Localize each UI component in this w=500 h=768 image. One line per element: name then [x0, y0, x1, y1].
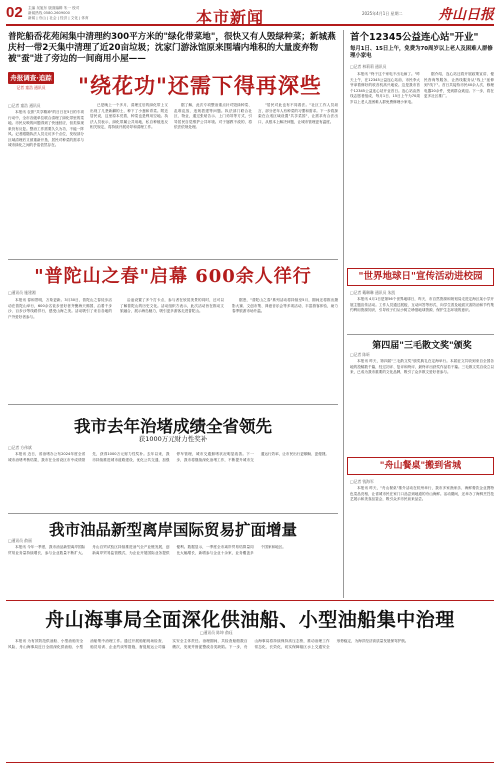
page-number: 02 [6, 4, 23, 21]
right4-paragraph: 本报讯 昨天，"舟山餐桌"推介活动在杭州举行，我市多家渔家乐、海鲜餐饮企业携特色菜品亮相，让省城市民在家门口品尝到地道的舟山海鲜。活动期间，还举办了海鲜烹饪技艺展示和美食品鉴会，吸引众多市民前来品尝。 [350, 486, 494, 501]
right4-headline: "舟山餐桌"搬到省城 [347, 457, 494, 475]
right3-byline: □记者 陈昕 [350, 352, 370, 357]
newspaper-logo: 舟山日报 [438, 7, 494, 23]
divider [6, 600, 494, 601]
article3-subheadline: 获1000万元财力性奖补 [138, 435, 208, 443]
article1-headline: 普陀船岙花苑闲集中清理约300平方米的"绿化带菜地"，很快又有人毁绿种菜；新城燕庆村一带2天集中清理了近20亩垃圾；沈家门游泳馆原来围墙内堆积的大量废弃物被"蚕"进了旁边的一间商用小屋—— [8, 32, 336, 64]
right1-byline: □记者 林莉莉 通讯员 [350, 64, 387, 69]
issue-date: 2025年4月1日 星期二 [362, 11, 403, 16]
right1-paragraph: 本报讯 "终于这个家电不出毛病了。"昨天上午，在12345公益连心站前，市民李大爷拿着修好的收音机高兴地说。这是我市首个12345公益连心站开业首日。连心站由热线志愿者组成，每月1日、15日上午为70周岁以上老人及困难人群免费修理小家电。 [350, 72, 420, 104]
article4-byline: □通讯员 俞丽 [8, 538, 32, 543]
article1-subheadline: "绕花功"还需下得再深些 [78, 73, 322, 98]
masthead-meta [28, 6, 138, 21]
right1-column [350, 72, 420, 262]
article2-paragraph: 沿途设置了多个打卡点，参与者在欣赏美景的同时，还可以了解普陀山的历史文化。活动组织方表示，此次活动旨在推动文旅融合，展示海岛魅力，吸引更多游客走进普陀山。 [120, 298, 224, 313]
article1-paragraph: "居民对此也有不同看法。"社区工作人员坦言，部分老年人有种菜的习惯和需求。下一步将探索在合适区域设置"共享菜园"，让需求有合法出口，从根本上解决问题，让城市管理更有温度。 [258, 103, 338, 124]
article2-column [8, 298, 112, 396]
column-divider [343, 30, 344, 598]
article4-body [8, 545, 338, 597]
article3-headline: 我市去年治堵成绩全省领先 [74, 417, 272, 436]
article4-paragraph: 本报讯 今年一季度，我市油品新型离岸国际贸易业务量持续增长，参与企业数量不断扩大。舟山自贸试验区持续推进油气全产业链发展，创新离岸贸易监管模式，为企业开展国际业务提供便利。数据显示，一季度全市离岸贸易结算量同比大幅增长，新增参与企业十余家，业务覆盖多个国家和地区。 [8, 545, 286, 555]
right1-column [424, 72, 494, 262]
right2-paragraph: 本报讯 4月1日是第56个世界地球日，昨天，市自然资源和规划局走进定海区某小学开展主题宣传活动。工作人员通过展板、互动问答等形式，向学生普及地质灾害防治和节约集约利用资源知识，引导孩子们从小树立珍惜地球资源、保护生态环境的意识。 [350, 297, 494, 312]
section-title: 本市新闻 [196, 8, 265, 27]
article2-column [232, 298, 338, 396]
divider [8, 259, 338, 260]
masthead-meta-line: 新闻热线 0580-2609000 [28, 11, 70, 15]
commentary-banner [8, 70, 338, 98]
article4-headline: 我市油品新型离岸国际贸易扩面增量 [48, 521, 297, 539]
right4-byline: □记者 钱海军 [350, 479, 374, 484]
article5-body [8, 639, 494, 759]
article1-column [258, 103, 338, 258]
footer-line [6, 762, 494, 763]
article1-paragraph: 据了解，此次专项整治重点针对毁绿种菜、乱堆乱放、违规搭建等问题。执法部门联合社区、物业，通过张贴告示、上门劝导等方式，引导居民自觉维护公共环境。对于屡教不改的，将依法依规处理。 [174, 103, 252, 129]
masthead [6, 4, 494, 26]
masthead-meta-line: 新闻 | 舟山 | 社会 | 经济 | 文化 | 体育 [28, 16, 89, 20]
right2-byline: □记者 戴琳琳 通讯员 朱凯 [350, 290, 396, 295]
masthead-meta-line: 主编 吴旭东 版面编辑 朱一 校对 [28, 6, 80, 10]
article2-paragraph: 本报讯 春和景明，万象更新。3月30日，普陀山之春徒步活动在普陀山举行，600余名徒步爱好者齐聚海天佛国，沿着千步沙、百步沙等线路徉行，感受山海之美。活动吸引了来自各地的户外爱好者参与。 [8, 298, 112, 319]
article5-byline: □通讯员 陈坤 俞珏 [200, 630, 233, 635]
commentary-logo: 舟报调查·追踪 [8, 72, 54, 84]
article1-paragraph: 本报讯 农旅"共享精神"的日日在5日的专项行动中，全市各级单位联合清理了绿化带里的菜地。市民反映的问题得到了快速回应，但类似现象仍有反复。整治工作需要久久为功，不能一阵风。记者跟随执法人员走访多个点位，发现部分区域清理后又被重新开垦，居民对种菜的需求与城市绿化之间的矛盾依然存在。 [8, 110, 84, 147]
article1-paragraph: 已是晚上一个多月，清理过后的绿化带上又出现了几垄新翻的土，种下了小葱和青菜。附近居民说，这里原本荒着，种菜也是利用空地。执法人员表示，绿化带属公共用地，私自种植违反相关规定，将持续开展劝导和清理工作。 [90, 103, 168, 129]
article1-column [90, 103, 168, 258]
article1-column [174, 103, 252, 258]
article2-headline: "普陀山之春"启幕 600余人徉行 [34, 266, 312, 287]
divider [8, 513, 338, 514]
right3-headline: 第四届"三毛散文奖"颁奖 [372, 341, 472, 351]
article3-body [8, 452, 338, 510]
right3-paragraph: 本报讯 昨天，第四届"三毛散文奖"颁奖典礼在定海举行。本届征文共收到来自全国各地的投稿数千篇，经过初评、复评和终评，最终评出获奖作品若干篇。三毛散文奖自设立以来，已成为我市重要的文化品牌，吸引了众多散文爱好者参与。 [350, 359, 494, 374]
article5-paragraph: 本报讯 为有效防范供油船、小型油船安全风险，舟山海事局近日全面深化供油船、小型油船集中治理工作。通过开展船舶现场检查、船员培训、企业约谈等措施，督促航运公司落实安全主体责任。治理期间，共检查船舶数百艘次，发现并督促整改各类缺陷。下一步，舟山海事局将持续保持高压态势，推动治理工作常态化、长效化，切实保障辖区水上交通安全形势稳定，为海洋经济高质量发展保驾护航。 [8, 639, 409, 649]
article1-column [8, 110, 84, 258]
article2-column [120, 298, 224, 396]
divider [8, 404, 338, 405]
article3-paragraph: 本报讯 近日，省治堵办公布2024年度全省城市治堵考核结果，我市在全省设区市中成绩领先，获得1000万元财力性奖补。去年以来，我市持续推进城市道路建设，优化公共交通，加强停车管理，城市交通拥堵状况明显改善。下一步，我市将继续深化治堵工作，不断提升城市交通运行效率，让市民出行更顺畅、更便捷。 [8, 452, 330, 462]
divider [347, 334, 494, 335]
article1-byline: □记者 童浩 通讯员 [8, 103, 41, 108]
article2-byline: □通讯员 施建湘 [8, 290, 36, 295]
right2-headline: "世界地球日"宣传活动进校园 [347, 268, 494, 286]
right2-body [350, 297, 494, 333]
right4-body [350, 486, 494, 594]
article3-byline: □记者 方伟斌 [8, 445, 32, 450]
right1-subheadline: 每月1日、15日上午，免费为70周岁以上老人及困难人群修理小家电 [350, 46, 493, 59]
article5-headline: 舟山海事局全面深化供油船、小型油船集中治理 [45, 609, 455, 631]
commentary-byline: 记者 童浩 通讯员 [16, 85, 46, 90]
right1-paragraph: 据介绍，连心站还将开展政策宣讲、便民咨询等服务，让热线服务从"线上"延伸到"线下"。首日共接待市民40余人次，修理电器20余件，受到群众欢迎。下一步，将在更多社区推广。 [424, 72, 494, 98]
right1-headline: 首个12345公益连心站"开业" [350, 32, 479, 43]
right3-body [350, 359, 494, 451]
article2-paragraph: 据悉，"普陀山之春"系列活动将持续至5月，期间还将推出摄影大赛、文创市集、禅意音乐会等多项活动，丰富游客体验，助力春季旅游市场升温。 [232, 298, 338, 313]
